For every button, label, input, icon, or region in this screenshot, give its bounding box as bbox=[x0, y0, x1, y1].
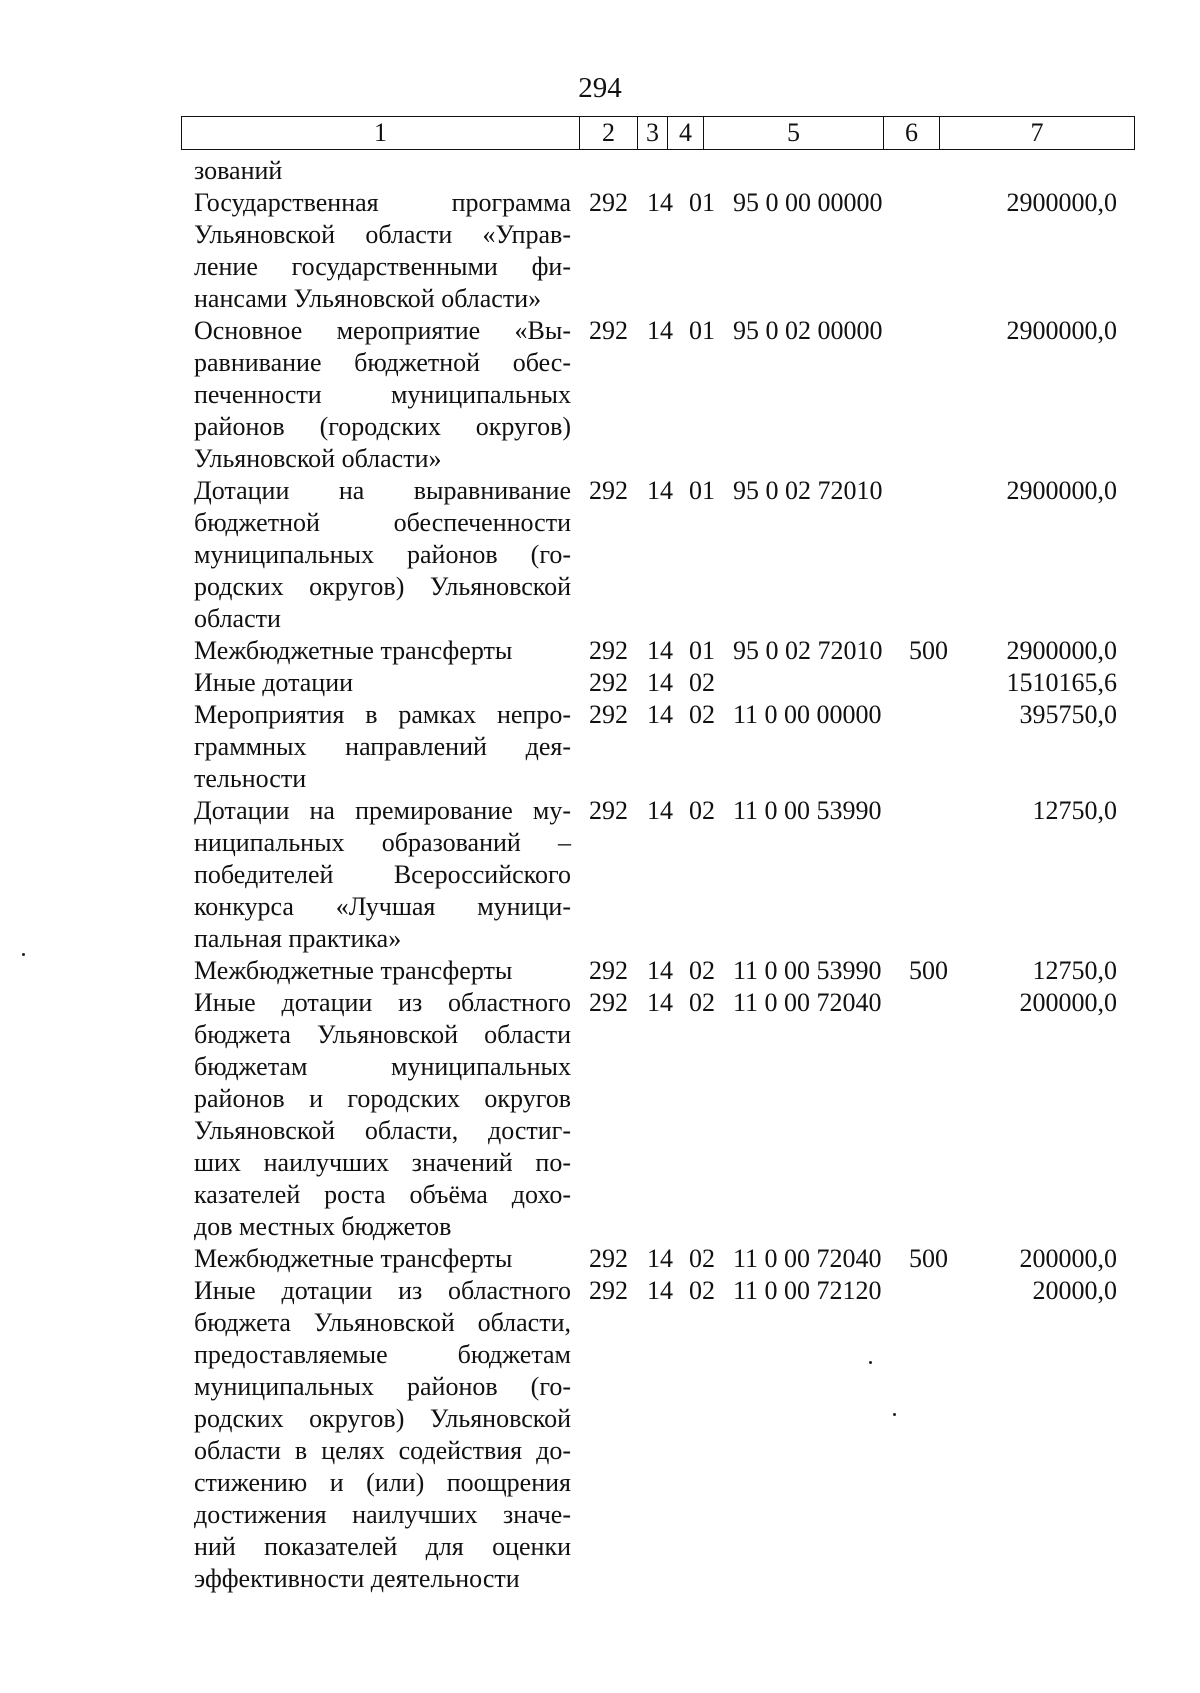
description-line: равнивание бюджетной обес- bbox=[194, 348, 571, 377]
row-description bbox=[194, 955, 571, 987]
column-7-amount: 12750,0 bbox=[1032, 796, 1117, 825]
column-4-cell: 01 bbox=[689, 476, 715, 505]
column-4-cell: 02 bbox=[689, 796, 715, 825]
description-line: ших наилучших значений по- bbox=[194, 1148, 571, 1177]
description-line: Межбюджетные трансферты bbox=[194, 1244, 513, 1273]
budget-table-body bbox=[0, 155, 1200, 1595]
table-row bbox=[0, 699, 1200, 795]
column-7-amount: 2900000,0 bbox=[1006, 636, 1117, 665]
column-4-cell: 01 bbox=[689, 316, 715, 345]
description-line: районов и городских округов bbox=[194, 1084, 571, 1113]
column-4-cell: 02 bbox=[689, 988, 715, 1017]
column-7-amount: 1510165,6 bbox=[1006, 668, 1117, 697]
description-line: тельности bbox=[194, 764, 307, 793]
column-6-cell: 500 bbox=[909, 1244, 948, 1273]
column-2-cell: 292 bbox=[589, 316, 628, 345]
column-7-amount: 395750,0 bbox=[1019, 700, 1117, 729]
column-2-cell: 292 bbox=[589, 988, 628, 1017]
description-line: Иные дотации из областного bbox=[194, 1276, 571, 1305]
column-header-7: 7 bbox=[940, 117, 1135, 150]
description-line: ниципальных образований – bbox=[194, 828, 571, 857]
description-line: родских округов) Ульяновской bbox=[194, 1404, 571, 1433]
description-line: Основное мероприятие «Вы- bbox=[194, 316, 571, 345]
column-header-row bbox=[182, 117, 1135, 150]
column-3-cell: 14 bbox=[647, 668, 673, 697]
description-line: достижения наилучших значе- bbox=[194, 1500, 571, 1529]
column-7-amount: 2900000,0 bbox=[1006, 316, 1117, 345]
column-2-cell: 292 bbox=[589, 668, 628, 697]
description-line: бюджета Ульяновской области, bbox=[194, 1308, 571, 1337]
table-row bbox=[0, 955, 1200, 987]
description-line: области в целях содействия до- bbox=[194, 1436, 571, 1465]
column-5-cell: 11 0 00 72120 bbox=[733, 1276, 882, 1305]
description-line: предоставляемые бюджетам bbox=[194, 1340, 571, 1369]
description-line: Иные дотации из областного bbox=[194, 988, 571, 1017]
column-5-cell: 95 0 00 00000 bbox=[733, 188, 883, 217]
column-7-amount: 2900000,0 bbox=[1006, 476, 1117, 505]
description-line: стижению и (или) поощрения bbox=[194, 1468, 571, 1497]
row-description bbox=[194, 475, 571, 635]
description-line: Ульяновской области «Управ- bbox=[194, 220, 571, 249]
row-description bbox=[194, 795, 571, 955]
table-row bbox=[0, 667, 1200, 699]
row-description bbox=[194, 699, 571, 795]
column-3-cell: 14 bbox=[647, 1276, 673, 1305]
column-5-cell: 95 0 02 00000 bbox=[733, 316, 883, 345]
description-line: области bbox=[194, 604, 281, 633]
column-2-cell: 292 bbox=[589, 1276, 628, 1305]
table-row bbox=[0, 475, 1200, 635]
scan-speck bbox=[893, 1413, 896, 1416]
description-line: бюджетной обеспеченности bbox=[194, 508, 571, 537]
column-2-cell: 292 bbox=[589, 956, 628, 985]
description-line: Ульяновской области, достиг- bbox=[194, 1116, 571, 1145]
description-line: ление государственными фи- bbox=[194, 252, 571, 281]
column-5-cell: 11 0 00 72040 bbox=[733, 1244, 882, 1273]
description-line: Государственная программа bbox=[194, 188, 571, 217]
column-header-table bbox=[181, 116, 1135, 150]
scan-speck bbox=[869, 1361, 872, 1364]
column-header-6: 6 bbox=[884, 117, 940, 150]
column-5-cell: 95 0 02 72010 bbox=[733, 636, 883, 665]
description-line: конкурса «Лучшая муници- bbox=[194, 892, 571, 921]
column-2-cell: 292 bbox=[589, 796, 628, 825]
column-4-cell: 02 bbox=[689, 1276, 715, 1305]
description-line: дов местных бюджетов bbox=[194, 1212, 452, 1241]
column-7-amount: 2900000,0 bbox=[1006, 188, 1117, 217]
description-line: печенности муниципальных bbox=[194, 380, 571, 409]
column-2-cell: 292 bbox=[589, 700, 628, 729]
column-6-cell: 500 bbox=[909, 636, 948, 665]
description-line: казателей роста объёма дохо- bbox=[194, 1180, 571, 1209]
column-3-cell: 14 bbox=[647, 988, 673, 1017]
column-3-cell: 14 bbox=[647, 476, 673, 505]
column-3-cell: 14 bbox=[647, 700, 673, 729]
column-4-cell: 02 bbox=[689, 668, 715, 697]
column-7-amount: 200000,0 bbox=[1019, 1244, 1117, 1273]
column-2-cell: 292 bbox=[589, 188, 628, 217]
column-6-cell: 500 bbox=[909, 956, 948, 985]
table-row bbox=[0, 795, 1200, 955]
column-4-cell: 01 bbox=[689, 188, 715, 217]
row-description bbox=[194, 155, 571, 187]
row-description bbox=[194, 987, 571, 1243]
column-4-cell: 02 bbox=[689, 700, 715, 729]
row-description bbox=[194, 1243, 571, 1275]
row-description bbox=[194, 635, 571, 667]
column-2-cell: 292 bbox=[589, 636, 628, 665]
column-3-cell: 14 bbox=[647, 1244, 673, 1273]
table-row bbox=[0, 635, 1200, 667]
page-number: 294 bbox=[578, 72, 622, 104]
column-5-cell: 11 0 00 53990 bbox=[733, 956, 882, 985]
row-description bbox=[194, 1275, 571, 1595]
description-line: эффективности деятельности bbox=[194, 1564, 520, 1593]
description-line: Дотации на премирование му- bbox=[194, 796, 571, 825]
description-line: муниципальных районов (го- bbox=[194, 540, 571, 569]
description-line: бюджетам муниципальных bbox=[194, 1052, 571, 1081]
column-header-3: 3 bbox=[638, 117, 668, 150]
description-line: бюджета Ульяновской области bbox=[194, 1020, 571, 1049]
description-line: победителей Всероссийского bbox=[194, 860, 571, 889]
table-row bbox=[0, 315, 1200, 475]
scan-speck bbox=[22, 953, 25, 956]
row-description bbox=[194, 315, 571, 475]
column-7-amount: 12750,0 bbox=[1032, 956, 1117, 985]
row-description bbox=[194, 187, 571, 315]
description-line: пальная практика» bbox=[194, 924, 402, 953]
column-header-5: 5 bbox=[704, 117, 884, 150]
table-row bbox=[0, 1243, 1200, 1275]
description-line: ний показателей для оценки bbox=[194, 1532, 571, 1561]
description-line: муниципальных районов (го- bbox=[194, 1372, 571, 1401]
column-7-amount: 200000,0 bbox=[1019, 988, 1117, 1017]
table-row bbox=[0, 187, 1200, 315]
description-line: Дотации на выравнивание bbox=[194, 476, 571, 505]
description-line: Иные дотации bbox=[194, 668, 354, 697]
description-line: Мероприятия в рамках непро- bbox=[194, 700, 571, 729]
column-header-1: 1 bbox=[182, 117, 580, 150]
column-3-cell: 14 bbox=[647, 636, 673, 665]
description-line: зований bbox=[194, 156, 283, 185]
column-7-amount: 20000,0 bbox=[1032, 1276, 1117, 1305]
column-3-cell: 14 bbox=[647, 796, 673, 825]
table-row bbox=[0, 1275, 1200, 1595]
column-4-cell: 02 bbox=[689, 956, 715, 985]
column-header-4: 4 bbox=[668, 117, 704, 150]
row-description bbox=[194, 667, 571, 699]
column-2-cell: 292 bbox=[589, 1244, 628, 1273]
description-line: граммных направлений дея- bbox=[194, 732, 571, 761]
table-row bbox=[0, 155, 1200, 187]
column-5-cell: 11 0 00 53990 bbox=[733, 796, 882, 825]
description-line: Межбюджетные трансферты bbox=[194, 956, 513, 985]
column-3-cell: 14 bbox=[647, 956, 673, 985]
column-5-cell: 11 0 00 72040 bbox=[733, 988, 882, 1017]
column-header-2: 2 bbox=[580, 117, 638, 150]
column-5-cell: 95 0 02 72010 bbox=[733, 476, 883, 505]
column-2-cell: 292 bbox=[589, 476, 628, 505]
description-line: Ульяновской области» bbox=[194, 444, 442, 473]
column-4-cell: 02 bbox=[689, 1244, 715, 1273]
description-line: родских округов) Ульяновской bbox=[194, 572, 571, 601]
column-3-cell: 14 bbox=[647, 316, 673, 345]
table-row bbox=[0, 987, 1200, 1243]
column-4-cell: 01 bbox=[689, 636, 715, 665]
column-3-cell: 14 bbox=[647, 188, 673, 217]
description-line: Межбюджетные трансферты bbox=[194, 636, 513, 665]
description-line: районов (городских округов) bbox=[194, 412, 571, 441]
column-5-cell: 11 0 00 00000 bbox=[733, 700, 882, 729]
description-line: нансами Ульяновской области» bbox=[194, 284, 542, 313]
